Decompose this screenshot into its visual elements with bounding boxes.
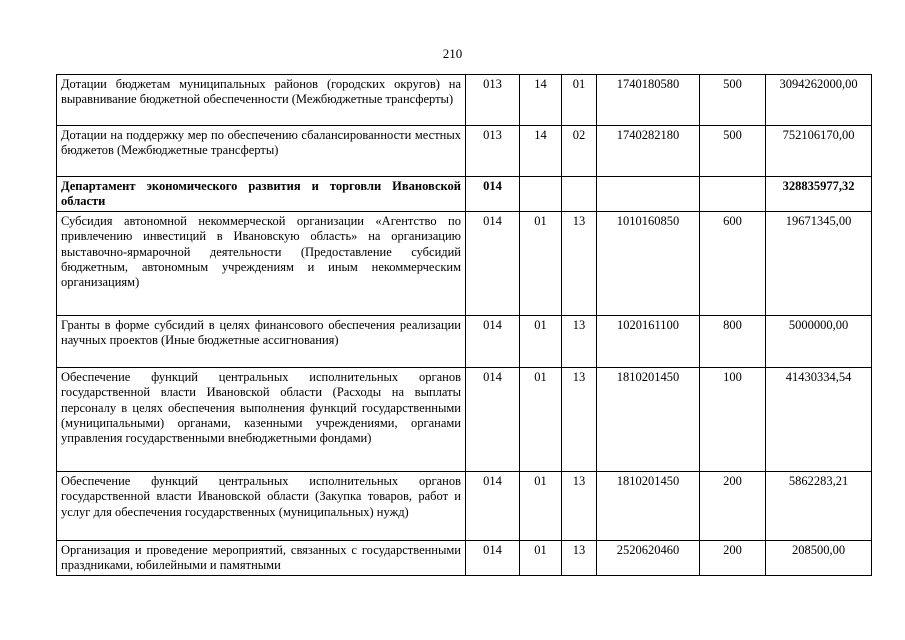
page-number: 210 bbox=[442, 46, 463, 61]
table-row bbox=[57, 316, 872, 368]
cell-subsection: 02 bbox=[562, 126, 597, 177]
cell-section: 14 bbox=[520, 75, 562, 126]
cell-subsection: 13 bbox=[562, 368, 597, 472]
cell-expense-type: 600 bbox=[700, 212, 766, 316]
cell-ministry: 013 bbox=[466, 75, 520, 126]
cell-section: 14 bbox=[520, 126, 562, 177]
cell-amount: 41430334,54 bbox=[766, 368, 872, 472]
table-body bbox=[57, 75, 872, 576]
cell-expense-type: 200 bbox=[700, 472, 766, 541]
cell-expense-type: 200 bbox=[700, 541, 766, 576]
table-row bbox=[57, 126, 872, 177]
cell-section bbox=[520, 177, 562, 212]
cell-expense-type bbox=[700, 177, 766, 212]
cell-amount: 208500,00 bbox=[766, 541, 872, 576]
cell-expense-type: 800 bbox=[700, 316, 766, 368]
cell-name: Гранты в форме субсидий в целях финансового обеспечения реализации научных проектов (Иные бюджетные ассигнования) bbox=[57, 316, 466, 368]
cell-section: 01 bbox=[520, 316, 562, 368]
cell-ministry: 014 bbox=[466, 177, 520, 212]
table-row bbox=[57, 177, 872, 212]
cell-ministry: 014 bbox=[466, 316, 520, 368]
cell-amount: 328835977,32 bbox=[766, 177, 872, 212]
cell-target: 1810201450 bbox=[597, 368, 700, 472]
cell-ministry: 013 bbox=[466, 126, 520, 177]
cell-target: 1740282180 bbox=[597, 126, 700, 177]
cell-subsection: 13 bbox=[562, 316, 597, 368]
cell-target: 1810201450 bbox=[597, 472, 700, 541]
cell-section: 01 bbox=[520, 472, 562, 541]
cell-subsection: 01 bbox=[562, 75, 597, 126]
cell-name: Обеспечение функций центральных исполнительных органов государственной власти Ивановской области (Расходы на выплаты персоналу в целях обеспечения выполнения функций государственными (муниципальными) органами, казенными учреждениями, органами управления государственными внебюджетными фондами) bbox=[57, 368, 466, 472]
cell-amount: 5000000,00 bbox=[766, 316, 872, 368]
table-row bbox=[57, 212, 872, 316]
table-row bbox=[57, 541, 872, 576]
cell-ministry: 014 bbox=[466, 212, 520, 316]
table-row bbox=[57, 368, 872, 472]
cell-amount: 3094262000,00 bbox=[766, 75, 872, 126]
cell-amount: 19671345,00 bbox=[766, 212, 872, 316]
cell-section: 01 bbox=[520, 541, 562, 576]
cell-amount: 752106170,00 bbox=[766, 126, 872, 177]
cell-amount: 5862283,21 bbox=[766, 472, 872, 541]
cell-expense-type: 500 bbox=[700, 75, 766, 126]
cell-expense-type: 100 bbox=[700, 368, 766, 472]
table-row bbox=[57, 472, 872, 541]
cell-name: Департамент экономического развития и торговли Ивановской области bbox=[57, 177, 466, 212]
cell-ministry: 014 bbox=[466, 368, 520, 472]
cell-subsection: 13 bbox=[562, 212, 597, 316]
cell-section: 01 bbox=[520, 212, 562, 316]
cell-subsection: 13 bbox=[562, 541, 597, 576]
cell-name: Организация и проведение мероприятий, связанных с государственными праздниками, юбилейными и памятными bbox=[57, 541, 466, 576]
budget-table bbox=[56, 74, 872, 576]
cell-subsection: 13 bbox=[562, 472, 597, 541]
cell-target: 1740180580 bbox=[597, 75, 700, 126]
cell-name: Обеспечение функций центральных исполнительных органов государственной власти Ивановской области (Закупка товаров, работ и услуг для обеспечения государственных (муниципальных) нужд) bbox=[57, 472, 466, 541]
cell-name: Дотации бюджетам муниципальных районов (городских округов) на выравнивание бюджетной обеспеченности (Межбюджетные трансферты) bbox=[57, 75, 466, 126]
cell-ministry: 014 bbox=[466, 541, 520, 576]
cell-target: 1010160850 bbox=[597, 212, 700, 316]
cell-target: 1020161100 bbox=[597, 316, 700, 368]
cell-target bbox=[597, 177, 700, 212]
cell-expense-type: 500 bbox=[700, 126, 766, 177]
cell-section: 01 bbox=[520, 368, 562, 472]
cell-name: Дотации на поддержку мер по обеспечению сбалансированности местных бюджетов (Межбюджетные трансферты) bbox=[57, 126, 466, 177]
cell-subsection bbox=[562, 177, 597, 212]
cell-target: 2520620460 bbox=[597, 541, 700, 576]
cell-name: Субсидия автономной некоммерческой организации «Агентство по привлечению инвестиций в Ивановскую область» на организацию выставочно-ярмарочной деятельности (Предоставление субсидий бюджетным, автономным учреждениям и иным некоммерческим организациям) bbox=[57, 212, 466, 316]
table-row bbox=[57, 75, 872, 126]
cell-ministry: 014 bbox=[466, 472, 520, 541]
